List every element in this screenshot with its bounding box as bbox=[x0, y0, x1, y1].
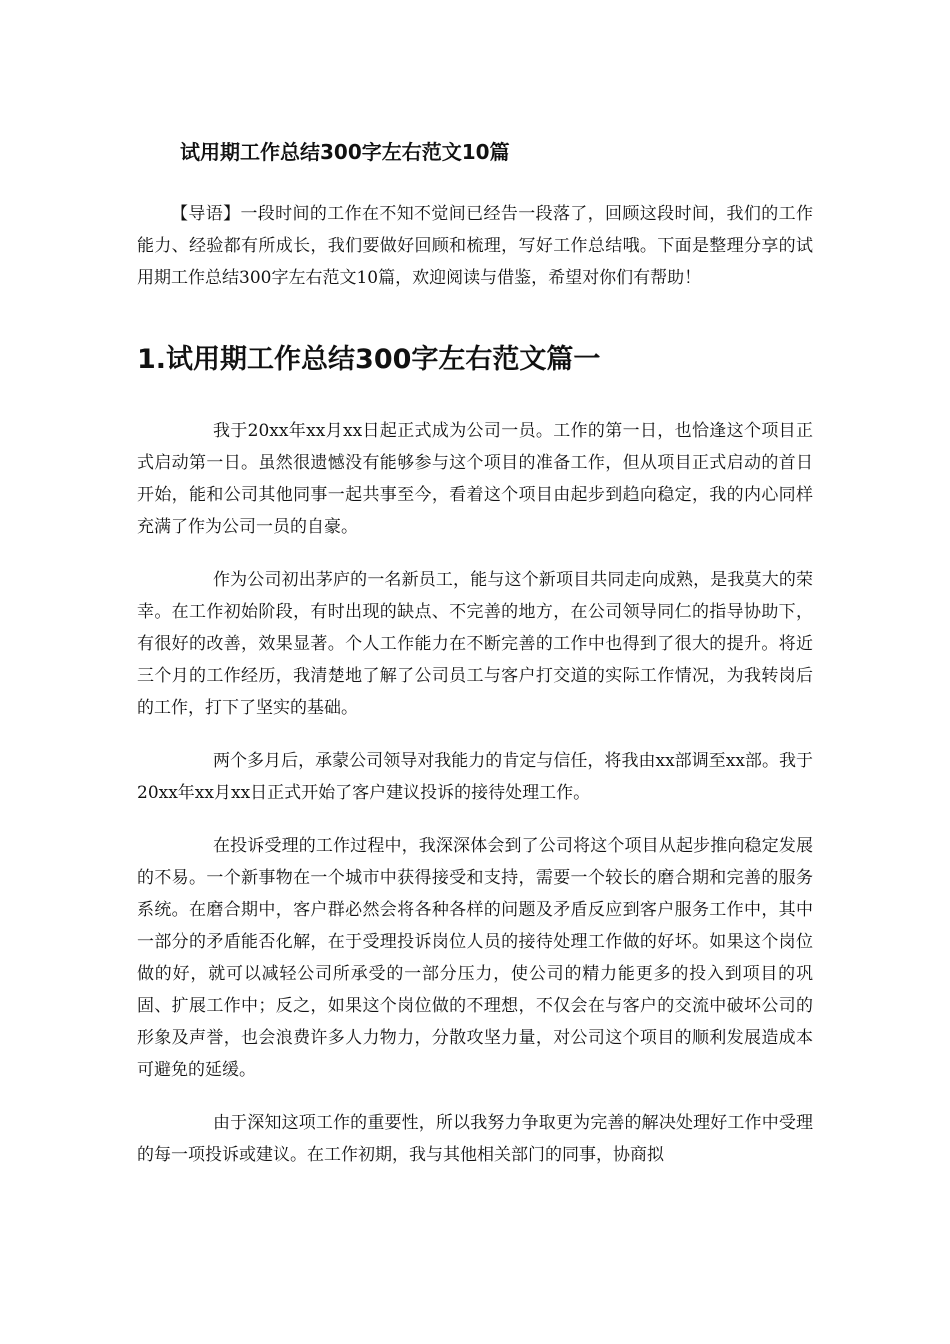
section-heading-1: 1.试用期工作总结300字左右范文篇一 bbox=[137, 344, 601, 375]
section-1-body bbox=[137, 415, 813, 1192]
intro-paragraph: 【导语】一段时间的工作在不知不觉间已经告一段落了，回顾这段时间，我们的工作能力、经验都有所成长，我们要做好回顾和梳理，写好工作总结哦。下面是整理分享的试用期工作总结300字左右范文10篇，欢迎阅读与借鉴，希望对你们有帮助！ bbox=[137, 204, 813, 288]
body-paragraph: 由于深知这项工作的重要性，所以我努力争取更为完善的解决处理好工作中受理的每一项投诉或建议。在工作初期，我与其他相关部门的同事，协商拟 bbox=[137, 1113, 813, 1165]
body-paragraph: 我于20xx年xx月xx日起正式成为公司一员。工作的第一日，也恰逢这个项目正式启动第一日。虽然很遗憾没有能够参与这个项目的准备工作，但从项目正式启动的首日开始，能和公司其他同事一起共事至今，看着这个项目由起步到趋向稳定，我的内心同样充满了作为公司一员的自豪。 bbox=[137, 421, 813, 537]
body-paragraph: 在投诉受理的工作过程中，我深深体会到了公司将这个项目从起步推向稳定发展的不易。一个新事物在一个城市中获得接受和支持，需要一个较长的磨合期和完善的服务系统。在磨合期中，客户群必然会将各种各样的问题及矛盾反应到客户服务工作中，其中一部分的矛盾能否化解，在于受理投诉岗位人员的接待处理工作做的好坏。如果这个岗位做的好，就可以减轻公司所承受的一部分压力，使公司的精力能更多的投入到项目的巩固、扩展工作中；反之，如果这个岗位做的不理想，不仅会在与客户的交流中破坏公司的形象及声誉，也会浪费许多人力物力，分散攻坚力量，对公司这个项目的顺利发展造成本可避免的延缓。 bbox=[137, 836, 813, 1080]
document-title: 试用期工作总结300字左右范文10篇 bbox=[180, 140, 510, 164]
body-paragraph: 作为公司初出茅庐的一名新员工，能与这个新项目共同走向成熟，是我莫大的荣幸。在工作初始阶段，有时出现的缺点、不完善的地方，在公司领导同仁的指导协助下，有很好的改善，效果显著。个人工作能力在不断完善的工作中也得到了很大的提升。将近三个月的工作经历，我清楚地了解了公司员工与客户打交道的实际工作情况，为我转岗后的工作，打下了坚实的基础。 bbox=[137, 570, 813, 718]
body-paragraph: 两个多月后，承蒙公司领导对我能力的肯定与信任，将我由xx部调至xx部。我于20xx年xx月xx日正式开始了客户建议投诉的接待处理工作。 bbox=[137, 751, 813, 803]
